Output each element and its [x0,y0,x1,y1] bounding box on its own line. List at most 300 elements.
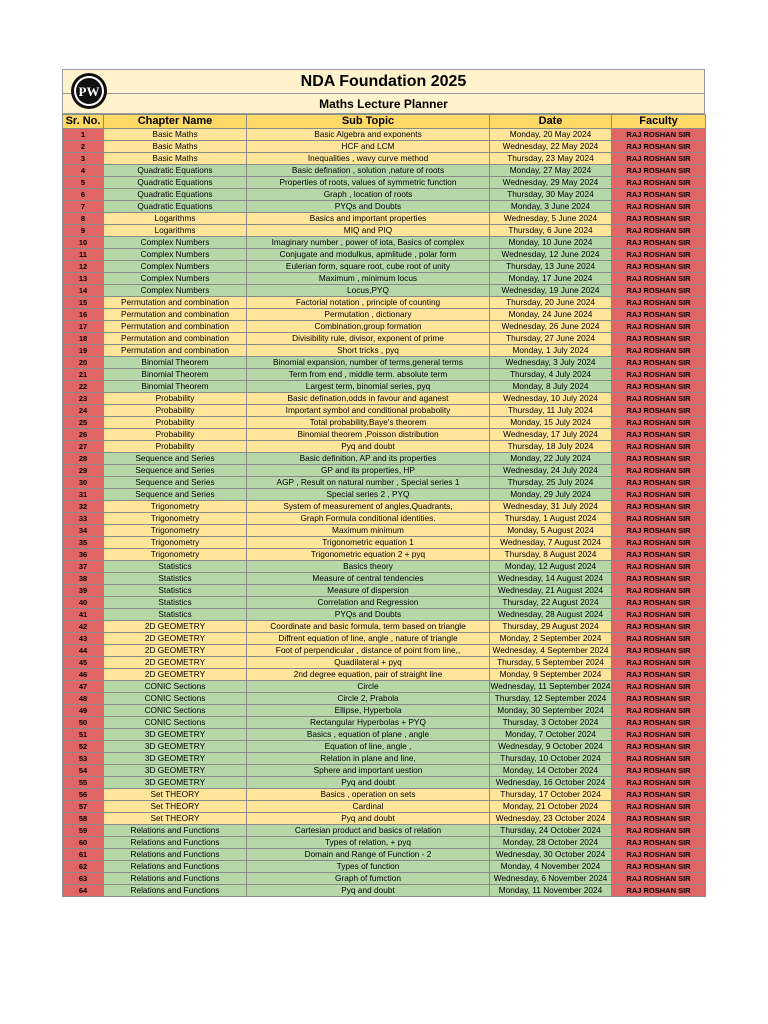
faculty-cell: RAJ ROSHAN SIR [612,549,706,561]
date-cell: Thursday, 25 July 2024 [490,477,612,489]
sub-topic-cell: Inequalities , wavy curve method [247,153,490,165]
table-row [63,717,706,729]
table-row [63,477,706,489]
date-cell: Thursday, 13 June 2024 [490,261,612,273]
date-cell: Thursday, 12 September 2024 [490,693,612,705]
sr-no-cell: 2 [63,141,104,153]
sub-topic-cell: Pyq and doubt [247,441,490,453]
sr-no-cell: 8 [63,213,104,225]
sub-topic-cell: Trigonometric equation 1 [247,537,490,549]
sr-no-cell: 19 [63,345,104,357]
date-cell: Thursday, 1 August 2024 [490,513,612,525]
faculty-cell: RAJ ROSHAN SIR [612,273,706,285]
chapter-cell: 3D GEOMETRY [104,777,247,789]
chapter-cell: Basic Maths [104,153,247,165]
table-row [63,729,706,741]
faculty-cell: RAJ ROSHAN SIR [612,741,706,753]
faculty-cell: RAJ ROSHAN SIR [612,813,706,825]
sub-topic-cell: Important symbol and conditional probabolity [247,405,490,417]
sub-topic-cell: Largest term, binomial series, pyq [247,381,490,393]
table-row [63,369,706,381]
faculty-cell: RAJ ROSHAN SIR [612,381,706,393]
sub-topic-cell: Circle 2, Prabola [247,693,490,705]
table-row [63,357,706,369]
date-cell: Wednesday, 29 May 2024 [490,177,612,189]
header-sub-topic: Sub Topic [247,115,490,129]
sub-topic-cell: Maximum minimum [247,525,490,537]
chapter-cell: Permutation and combination [104,345,247,357]
faculty-cell: RAJ ROSHAN SIR [612,237,706,249]
sr-no-cell: 9 [63,225,104,237]
table-row [63,297,706,309]
faculty-cell: RAJ ROSHAN SIR [612,513,706,525]
table-row [63,441,706,453]
date-cell: Monday, 28 October 2024 [490,837,612,849]
date-cell: Wednesday, 19 June 2024 [490,285,612,297]
faculty-cell: RAJ ROSHAN SIR [612,705,706,717]
table-row [63,429,706,441]
sr-no-cell: 34 [63,525,104,537]
chapter-cell: Quadratic Equations [104,201,247,213]
faculty-cell: RAJ ROSHAN SIR [612,285,706,297]
faculty-cell: RAJ ROSHAN SIR [612,657,706,669]
sub-topic-cell: Permutation , dictionary [247,309,490,321]
pw-logo [71,73,107,109]
faculty-cell: RAJ ROSHAN SIR [612,477,706,489]
faculty-cell: RAJ ROSHAN SIR [612,213,706,225]
title-row [62,69,705,93]
date-cell: Monday, 17 June 2024 [490,273,612,285]
faculty-cell: RAJ ROSHAN SIR [612,189,706,201]
faculty-cell: RAJ ROSHAN SIR [612,681,706,693]
sr-no-cell: 18 [63,333,104,345]
sub-topic-cell: Graph Formula conditional identities. [247,513,490,525]
table-row [63,561,706,573]
faculty-cell: RAJ ROSHAN SIR [612,357,706,369]
sub-topic-cell: Pyq and doubt [247,813,490,825]
faculty-cell: RAJ ROSHAN SIR [612,873,706,885]
sr-no-cell: 47 [63,681,104,693]
sr-no-cell: 36 [63,549,104,561]
faculty-cell: RAJ ROSHAN SIR [612,261,706,273]
date-cell: Wednesday, 4 September 2024 [490,645,612,657]
table-row [63,273,706,285]
date-cell: Wednesday, 30 October 2024 [490,849,612,861]
chapter-cell: 3D GEOMETRY [104,741,247,753]
date-cell: Thursday, 27 June 2024 [490,333,612,345]
table-row [63,129,706,141]
pw-logo-icon [73,75,105,107]
table-row [63,681,706,693]
table-row [63,861,706,873]
sr-no-cell: 38 [63,573,104,585]
faculty-cell: RAJ ROSHAN SIR [612,465,706,477]
table-row [63,261,706,273]
chapter-cell: Permutation and combination [104,309,247,321]
chapter-cell: Set THEORY [104,789,247,801]
sr-no-cell: 59 [63,825,104,837]
chapter-cell: Set THEORY [104,801,247,813]
date-cell: Thursday, 3 October 2024 [490,717,612,729]
date-cell: Monday, 7 October 2024 [490,729,612,741]
date-cell: Monday, 27 May 2024 [490,165,612,177]
chapter-cell: CONIC Sections [104,681,247,693]
table-row [63,153,706,165]
sr-no-cell: 13 [63,273,104,285]
table-row [63,549,706,561]
sub-topic-cell: HCF and LCM [247,141,490,153]
table-row [63,501,706,513]
logo-text: PW [78,84,100,99]
faculty-cell: RAJ ROSHAN SIR [612,573,706,585]
date-cell: Wednesday, 17 July 2024 [490,429,612,441]
chapter-cell: Trigonometry [104,549,247,561]
sr-no-cell: 31 [63,489,104,501]
sub-topic-cell: Binomial theorem ,Poisson distribution [247,429,490,441]
faculty-cell: RAJ ROSHAN SIR [612,885,706,897]
table-row [63,309,706,321]
faculty-cell: RAJ ROSHAN SIR [612,141,706,153]
faculty-cell: RAJ ROSHAN SIR [612,225,706,237]
subtitle-row [62,93,705,114]
sr-no-cell: 15 [63,297,104,309]
faculty-cell: RAJ ROSHAN SIR [612,645,706,657]
sub-topic-cell: Graph , location of roots [247,189,490,201]
sr-no-cell: 41 [63,609,104,621]
date-cell: Wednesday, 14 August 2024 [490,573,612,585]
faculty-cell: RAJ ROSHAN SIR [612,525,706,537]
chapter-cell: Sequence and Series [104,489,247,501]
table-row [63,741,706,753]
table-row [63,453,706,465]
table-row [63,165,706,177]
header-faculty: Faculty [612,115,706,129]
date-cell: Wednesday, 6 November 2024 [490,873,612,885]
sr-no-cell: 30 [63,477,104,489]
faculty-cell: RAJ ROSHAN SIR [612,441,706,453]
table-row [63,693,706,705]
sub-topic-cell: Maximum , minimum locus [247,273,490,285]
table-row [63,849,706,861]
chapter-cell: Probability [104,417,247,429]
chapter-cell: Binomial Theorem [104,381,247,393]
table-row [63,657,706,669]
sub-topic-cell: Correlation and Regression [247,597,490,609]
header-sr-no: Sr. No. [63,115,104,129]
faculty-cell: RAJ ROSHAN SIR [612,165,706,177]
chapter-cell: Trigonometry [104,513,247,525]
sub-topic-cell: Equation of line, angle , [247,741,490,753]
sub-topic-cell: Basics , equation of plane , angle [247,729,490,741]
date-cell: Wednesday, 3 July 2024 [490,357,612,369]
table-row [63,333,706,345]
table-row [63,885,706,897]
sub-topic-cell: Trigonometric equation 2 + pyq [247,549,490,561]
sr-no-cell: 16 [63,309,104,321]
header-chapter-name: Chapter Name [104,115,247,129]
date-cell: Thursday, 5 September 2024 [490,657,612,669]
sr-no-cell: 43 [63,633,104,645]
faculty-cell: RAJ ROSHAN SIR [612,585,706,597]
sr-no-cell: 39 [63,585,104,597]
sr-no-cell: 1 [63,129,104,141]
sub-topic-cell: Divisibility rule, divisor, exponent of prime [247,333,490,345]
sr-no-cell: 51 [63,729,104,741]
sub-topic-cell: Foot of perpendicular , distance of point from line,, [247,645,490,657]
date-cell: Wednesday, 26 June 2024 [490,321,612,333]
chapter-cell: Trigonometry [104,525,247,537]
date-cell: Wednesday, 7 August 2024 [490,537,612,549]
sr-no-cell: 24 [63,405,104,417]
table-row [63,417,706,429]
table-row [63,633,706,645]
chapter-cell: Logarithms [104,213,247,225]
chapter-cell: 3D GEOMETRY [104,729,247,741]
sub-topic-cell: Cardinal [247,801,490,813]
chapter-cell: Complex Numbers [104,273,247,285]
chapter-cell: Basic Maths [104,129,247,141]
date-cell: Monday, 15 July 2024 [490,417,612,429]
faculty-cell: RAJ ROSHAN SIR [612,801,706,813]
sub-topic-cell: Circle [247,681,490,693]
table-row [63,405,706,417]
chapter-cell: Sequence and Series [104,465,247,477]
table-row [63,765,706,777]
chapter-cell: Probability [104,393,247,405]
chapter-cell: 2D GEOMETRY [104,657,247,669]
table-row [63,573,706,585]
chapter-cell: Statistics [104,609,247,621]
chapter-cell: Basic Maths [104,141,247,153]
faculty-cell: RAJ ROSHAN SIR [612,753,706,765]
table-row [63,189,706,201]
chapter-cell: Quadratic Equations [104,177,247,189]
date-cell: Thursday, 29 August 2024 [490,621,612,633]
date-cell: Monday, 11 November 2024 [490,885,612,897]
date-cell: Monday, 30 September 2024 [490,705,612,717]
faculty-cell: RAJ ROSHAN SIR [612,393,706,405]
sr-no-cell: 61 [63,849,104,861]
chapter-cell: Permutation and combination [104,333,247,345]
faculty-cell: RAJ ROSHAN SIR [612,825,706,837]
chapter-cell: 2D GEOMETRY [104,645,247,657]
table-row [63,669,706,681]
date-cell: Thursday, 10 October 2024 [490,753,612,765]
date-cell: Monday, 14 October 2024 [490,765,612,777]
date-cell: Wednesday, 21 August 2024 [490,585,612,597]
chapter-cell: Binomial Theorem [104,357,247,369]
date-cell: Wednesday, 22 May 2024 [490,141,612,153]
sub-topic-cell: Domain and Range of Function - 2 [247,849,490,861]
chapter-cell: CONIC Sections [104,693,247,705]
sub-topic-cell: Eulerian form, square root, cube root of unity [247,261,490,273]
date-cell: Wednesday, 24 July 2024 [490,465,612,477]
table-row [63,201,706,213]
table-row [63,585,706,597]
sr-no-cell: 6 [63,189,104,201]
date-cell: Wednesday, 9 October 2024 [490,741,612,753]
sub-topic-cell: Combination,group formation [247,321,490,333]
chapter-cell: Complex Numbers [104,237,247,249]
date-cell: Monday, 22 July 2024 [490,453,612,465]
date-cell: Monday, 12 August 2024 [490,561,612,573]
faculty-cell: RAJ ROSHAN SIR [612,633,706,645]
faculty-cell: RAJ ROSHAN SIR [612,177,706,189]
chapter-cell: Quadratic Equations [104,165,247,177]
page-subtitle: Maths Lecture Planner [319,96,448,111]
sub-topic-cell: Measure of central tendencies [247,573,490,585]
sr-no-cell: 10 [63,237,104,249]
sub-topic-cell: Basics , operation on sets [247,789,490,801]
sr-no-cell: 50 [63,717,104,729]
faculty-cell: RAJ ROSHAN SIR [612,249,706,261]
date-cell: Thursday, 22 August 2024 [490,597,612,609]
sub-topic-cell: PYQs and Doubts [247,609,490,621]
sub-topic-cell: Basic defination , solution ,nature of roots [247,165,490,177]
table-row [63,345,706,357]
sr-no-cell: 23 [63,393,104,405]
table-body [63,129,706,897]
date-cell: Monday, 4 November 2024 [490,861,612,873]
chapter-cell: Permutation and combination [104,321,247,333]
sub-topic-cell: 2nd degree equation, pair of straight line [247,669,490,681]
faculty-cell: RAJ ROSHAN SIR [612,861,706,873]
chapter-cell: 3D GEOMETRY [104,765,247,777]
sub-topic-cell: Properties of roots, values of symmetric function [247,177,490,189]
table-row [63,213,706,225]
date-cell: Thursday, 4 July 2024 [490,369,612,381]
faculty-cell: RAJ ROSHAN SIR [612,561,706,573]
date-cell: Wednesday, 16 October 2024 [490,777,612,789]
chapter-cell: Relations and Functions [104,861,247,873]
sr-no-cell: 56 [63,789,104,801]
table-row [63,321,706,333]
table-row [63,825,706,837]
chapter-cell: Quadratic Equations [104,189,247,201]
chapter-cell: Probability [104,405,247,417]
sub-topic-cell: GP and its properties, HP [247,465,490,477]
table-row [63,225,706,237]
faculty-cell: RAJ ROSHAN SIR [612,489,706,501]
date-cell: Thursday, 6 June 2024 [490,225,612,237]
sub-topic-cell: AGP , Result on natural number , Special series 1 [247,477,490,489]
date-cell: Monday, 20 May 2024 [490,129,612,141]
chapter-cell: Statistics [104,573,247,585]
chapter-cell: Statistics [104,561,247,573]
table-row [63,873,706,885]
date-cell: Monday, 24 June 2024 [490,309,612,321]
faculty-cell: RAJ ROSHAN SIR [612,789,706,801]
faculty-cell: RAJ ROSHAN SIR [612,621,706,633]
sr-no-cell: 37 [63,561,104,573]
sub-topic-cell: Basics theory [247,561,490,573]
chapter-cell: Complex Numbers [104,261,247,273]
faculty-cell: RAJ ROSHAN SIR [612,129,706,141]
sub-topic-cell: Cartesian product and basics of relation [247,825,490,837]
sr-no-cell: 57 [63,801,104,813]
sub-topic-cell: Types of function [247,861,490,873]
table-row [63,393,706,405]
sub-topic-cell: Binomial expansion, number of terms,general terms [247,357,490,369]
sr-no-cell: 21 [63,369,104,381]
faculty-cell: RAJ ROSHAN SIR [612,849,706,861]
faculty-cell: RAJ ROSHAN SIR [612,777,706,789]
sub-topic-cell: Basic definition, AP and its properties [247,453,490,465]
date-cell: Monday, 2 September 2024 [490,633,612,645]
sr-no-cell: 3 [63,153,104,165]
faculty-cell: RAJ ROSHAN SIR [612,837,706,849]
chapter-cell: Relations and Functions [104,837,247,849]
faculty-cell: RAJ ROSHAN SIR [612,369,706,381]
chapter-cell: Statistics [104,597,247,609]
date-cell: Monday, 5 August 2024 [490,525,612,537]
lecture-table [62,114,706,897]
table-row [63,621,706,633]
chapter-cell: 3D GEOMETRY [104,753,247,765]
sub-topic-cell: Measure of dispersion [247,585,490,597]
date-cell: Monday, 3 June 2024 [490,201,612,213]
date-cell: Monday, 1 July 2024 [490,345,612,357]
faculty-cell: RAJ ROSHAN SIR [612,417,706,429]
table-row [63,753,706,765]
sr-no-cell: 14 [63,285,104,297]
date-cell: Thursday, 20 June 2024 [490,297,612,309]
sr-no-cell: 5 [63,177,104,189]
faculty-cell: RAJ ROSHAN SIR [612,429,706,441]
chapter-cell: Relations and Functions [104,873,247,885]
sub-topic-cell: Rectangular Hyperbolas + PYQ [247,717,490,729]
sub-topic-cell: Term from end , middle term. absolute term [247,369,490,381]
date-cell: Wednesday, 5 June 2024 [490,213,612,225]
table-row [63,177,706,189]
sr-no-cell: 60 [63,837,104,849]
faculty-cell: RAJ ROSHAN SIR [612,765,706,777]
sub-topic-cell: System of measurement of angles,Quadrants, [247,501,490,513]
chapter-cell: Relations and Functions [104,885,247,897]
sr-no-cell: 12 [63,261,104,273]
chapter-cell: Trigonometry [104,537,247,549]
faculty-cell: RAJ ROSHAN SIR [612,537,706,549]
chapter-cell: Permutation and combination [104,297,247,309]
date-cell: Thursday, 17 October 2024 [490,789,612,801]
sr-no-cell: 17 [63,321,104,333]
faculty-cell: RAJ ROSHAN SIR [612,201,706,213]
date-cell: Wednesday, 12 June 2024 [490,249,612,261]
chapter-cell: Binomial Theorem [104,369,247,381]
table-row [63,645,706,657]
sub-topic-cell: Sphere and important uestion [247,765,490,777]
sub-topic-cell: Short tricks , pyq [247,345,490,357]
sr-no-cell: 25 [63,417,104,429]
faculty-cell: RAJ ROSHAN SIR [612,717,706,729]
sub-topic-cell: Types of relation, + pyq [247,837,490,849]
date-cell: Wednesday, 28 August 2024 [490,609,612,621]
date-cell: Wednesday, 11 September 2024 [490,681,611,691]
sr-no-cell: 40 [63,597,104,609]
sub-topic-cell: Factorial notation , principle of counting [247,297,490,309]
sr-no-cell: 26 [63,429,104,441]
date-cell: Thursday, 30 May 2024 [490,189,612,201]
date-cell: Monday, 8 July 2024 [490,381,612,393]
date-cell: Wednesday, 10 July 2024 [490,393,612,405]
faculty-cell: RAJ ROSHAN SIR [612,597,706,609]
sr-no-cell: 22 [63,381,104,393]
table-row [63,525,706,537]
faculty-cell: RAJ ROSHAN SIR [612,669,706,681]
chapter-cell: Sequence and Series [104,477,247,489]
sub-topic-cell: PYQs and Doubts [247,201,490,213]
chapter-cell: Relations and Functions [104,849,247,861]
